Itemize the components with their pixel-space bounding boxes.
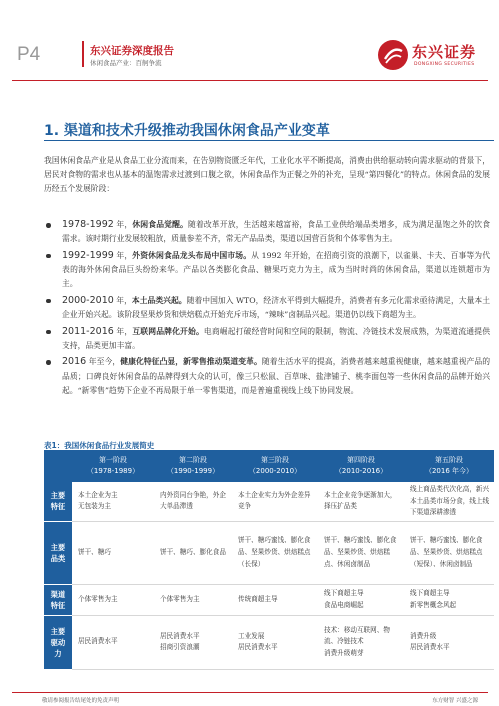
report-subtitle: 休闲食品产业：百舸争流 <box>90 59 162 67</box>
stage-item <box>44 218 490 246</box>
stage-lead: 外资休闲食品龙头布局中国市场。 <box>132 250 252 260</box>
table-cell: 个体零售为主 <box>72 584 154 615</box>
stage-period-suffix: 年， <box>113 250 133 260</box>
table-cell: 本土企业为主 无包装为主 <box>72 482 154 521</box>
history-table-wrapper <box>44 450 494 670</box>
stage-period-suffix: 年至今， <box>86 357 121 367</box>
stage-period: 2016 <box>62 356 87 368</box>
table-caption: 表1：我国休闲食品行业发展简史 <box>44 441 155 450</box>
table-row <box>44 615 494 669</box>
stage-text: 随着中国加入 WTO，经济水平得到大幅提升，消费者有多元化需求亟待满足，大量本土企业开始兴起。该阶段坚果炒货和烘焙糕点开始充斥市场，“辣味”卤制品兴起。渠道仍以线下商超为主。 <box>62 295 490 319</box>
table-cell: 饼干、糖巧 <box>72 521 154 584</box>
stage-period: 1978-1992 <box>62 219 114 230</box>
stage-lead: 健康化特征凸显，新零售推动渠道变革。 <box>120 357 262 367</box>
table-cell: 消费升级 居民消费水平 <box>404 615 494 669</box>
page-footer <box>12 692 488 706</box>
table-cell: 工业发展 居民消费水平 <box>232 615 318 669</box>
table-row <box>44 521 494 584</box>
column-header: 第三阶段 （2000-2010） <box>232 450 318 482</box>
table-cell: 传统商超主导 <box>232 584 318 615</box>
stage-item <box>44 325 490 353</box>
table-cell: 饼干、糖巧蜜饯、膨化食品、坚果炒货、烘焙糕点、休闲卤制品 <box>318 521 404 584</box>
stage-text: 随着改革开放，生活越来越富裕，食品工业供给端品类增多，成为满足温饱之外的饮食需求。该时期行业发展较粗放，质量参差不齐，常无产品品类，渠道以国营百货和个体零售为主。 <box>62 220 491 244</box>
column-header: 第五阶段 （2016 年今） <box>404 450 494 482</box>
table-cell: 线下商超主导 新零售概念风起 <box>404 584 494 615</box>
stage-period-suffix: 年， <box>113 326 133 336</box>
table-cell: 线下商超主导 食品电商崛起 <box>318 584 404 615</box>
bullet-icon <box>46 223 51 228</box>
stage-period-suffix: 年， <box>113 220 133 229</box>
row-header-line: 主要 <box>50 626 66 636</box>
page-number: P4 <box>17 44 41 65</box>
stage-list <box>44 218 490 400</box>
header-accent-bar <box>82 41 84 67</box>
bullet-icon <box>46 330 51 335</box>
stage-lead: 本土品类兴起。 <box>131 295 187 305</box>
stage-text: 电商崛起打破经营时间和空间的限制，物流、冷链技术发展成熟，为渠道流通提供支持，品类更加丰富。 <box>62 326 491 350</box>
disclaimer-note: 敬请参阅报告结尾处的免责声明 <box>42 698 120 704</box>
table-cell: 饼干、糖巧蜜饯、膨化食品、坚果炒货、烘焙糕点（短保）、休闲卤制品 <box>404 521 494 584</box>
table-cell: 居民消费水平 招商引资浪潮 <box>154 615 232 669</box>
section-title: 1. 渠道和技术升级推动我国休闲食品产业变革 <box>44 123 330 139</box>
bullet-icon <box>46 299 51 304</box>
stage-period: 1992-1999 <box>62 249 114 261</box>
bullet-icon <box>46 360 51 365</box>
table-corner-cell <box>44 450 72 482</box>
table-cell: 居民消费水平 <box>72 615 154 669</box>
row-header-line: 特征 <box>50 502 66 512</box>
row-header <box>44 584 72 615</box>
page-header <box>0 0 499 82</box>
company-slogan: 东方财智 兴盛之源 <box>432 698 478 704</box>
table-header-row <box>44 450 494 482</box>
stage-period-suffix: 年， <box>113 295 132 305</box>
stage-period: 2000-2010 <box>62 294 114 306</box>
row-header-line: 渠道 <box>50 589 66 599</box>
column-header: 第一阶段 （1978-1989） <box>72 450 154 482</box>
stage-lead: 休闲食品觉醒。 <box>132 220 189 229</box>
stage-item <box>44 249 490 292</box>
row-header-line: 特征 <box>50 600 66 610</box>
row-header <box>44 482 72 521</box>
table-cell: 内外资同台争艳，外企大单品滞透 <box>154 482 232 521</box>
intro-paragraph: 我国休闲食品产业是从食品工业分流而来，在告别物资匮乏年代，工业化水平不断提高，消费由供给驱动转向需求驱动的背景下，居民对食物的需求也从基本的温饱需求过渡到口腹之欲，休闲食品作为正餐之外的补充，呈现“第四餐化”的特点。休闲食品的发展历经五个发展阶段： <box>44 156 490 194</box>
column-header: 第二阶段 （1990-1999） <box>154 450 232 482</box>
column-header: 第四阶段 （2010-2016） <box>318 450 404 482</box>
row-header-line: 力 <box>54 648 62 658</box>
table-cell: 技术：移动互联网、物流、冷链技术 消费升级萌芽 <box>318 615 404 669</box>
table-cell: 线上商品类代次化高，新兴本土品类市场分食，线上线下渠道深耕渗透 <box>404 482 494 521</box>
header-divider <box>12 80 488 81</box>
stage-lead: 互联网品牌化开始。 <box>132 326 204 336</box>
table-row <box>44 482 494 521</box>
bullet-icon <box>46 254 51 259</box>
company-logo <box>378 37 488 75</box>
row-header <box>44 615 72 669</box>
history-table <box>44 450 494 670</box>
table-row <box>44 584 494 615</box>
logo-mark-icon <box>378 40 408 70</box>
row-header-line: 品类 <box>50 553 66 563</box>
table-cell: 个体零售为主 <box>154 584 232 615</box>
stage-text: 从 1992 年开始，在招商引资的浪潮下，以雀巢、卡夫、百事等为代表的海外休闲食品巨头纷纷来华。产品以各类膨化食品、糖果巧克力为主，成为当时时尚的休闲食品，渠道以连锁超市为主。 <box>62 250 491 289</box>
table-cell: 饼干、糖巧蜜饯、膨化食品、坚果炒货、烘焙糕点（长保） <box>232 521 318 584</box>
table-cell: 饼干、糖巧、膨化食品 <box>154 521 232 584</box>
footer-divider <box>12 692 488 693</box>
stage-text: 随着生活水平的提高，消费者越来越重视健康，越来越重视产品的品质；口碑良好休闲食品的品牌得到大众的认可，像三只松鼠、百草味、盐津铺子、桃李面包等一些休闲食品的品牌开始兴起。“新零售”趋势下企业不再局限于单一零售渠道，而是普遍重视线上线下协同发展。 <box>62 357 491 395</box>
stage-period: 2011-2016 <box>62 325 114 337</box>
row-header-line: 主要 <box>50 491 66 501</box>
table-cell: 本土企业实力为外企差异竞争 <box>232 482 318 521</box>
section-divider <box>44 140 494 141</box>
row-header <box>44 521 72 584</box>
stage-item <box>44 355 490 398</box>
row-header-line: 驱动 <box>50 637 66 647</box>
logo-english-name: DONGXING SECURITIES <box>414 62 475 67</box>
report-title: 东兴证券深度报告 <box>90 45 174 57</box>
table-cell: 本土企业竞争逐渐加大，择压扩品类 <box>318 482 404 521</box>
stage-item <box>44 294 490 322</box>
row-header-line: 主要 <box>50 542 66 552</box>
logo-name: 东兴证券 <box>412 43 477 61</box>
